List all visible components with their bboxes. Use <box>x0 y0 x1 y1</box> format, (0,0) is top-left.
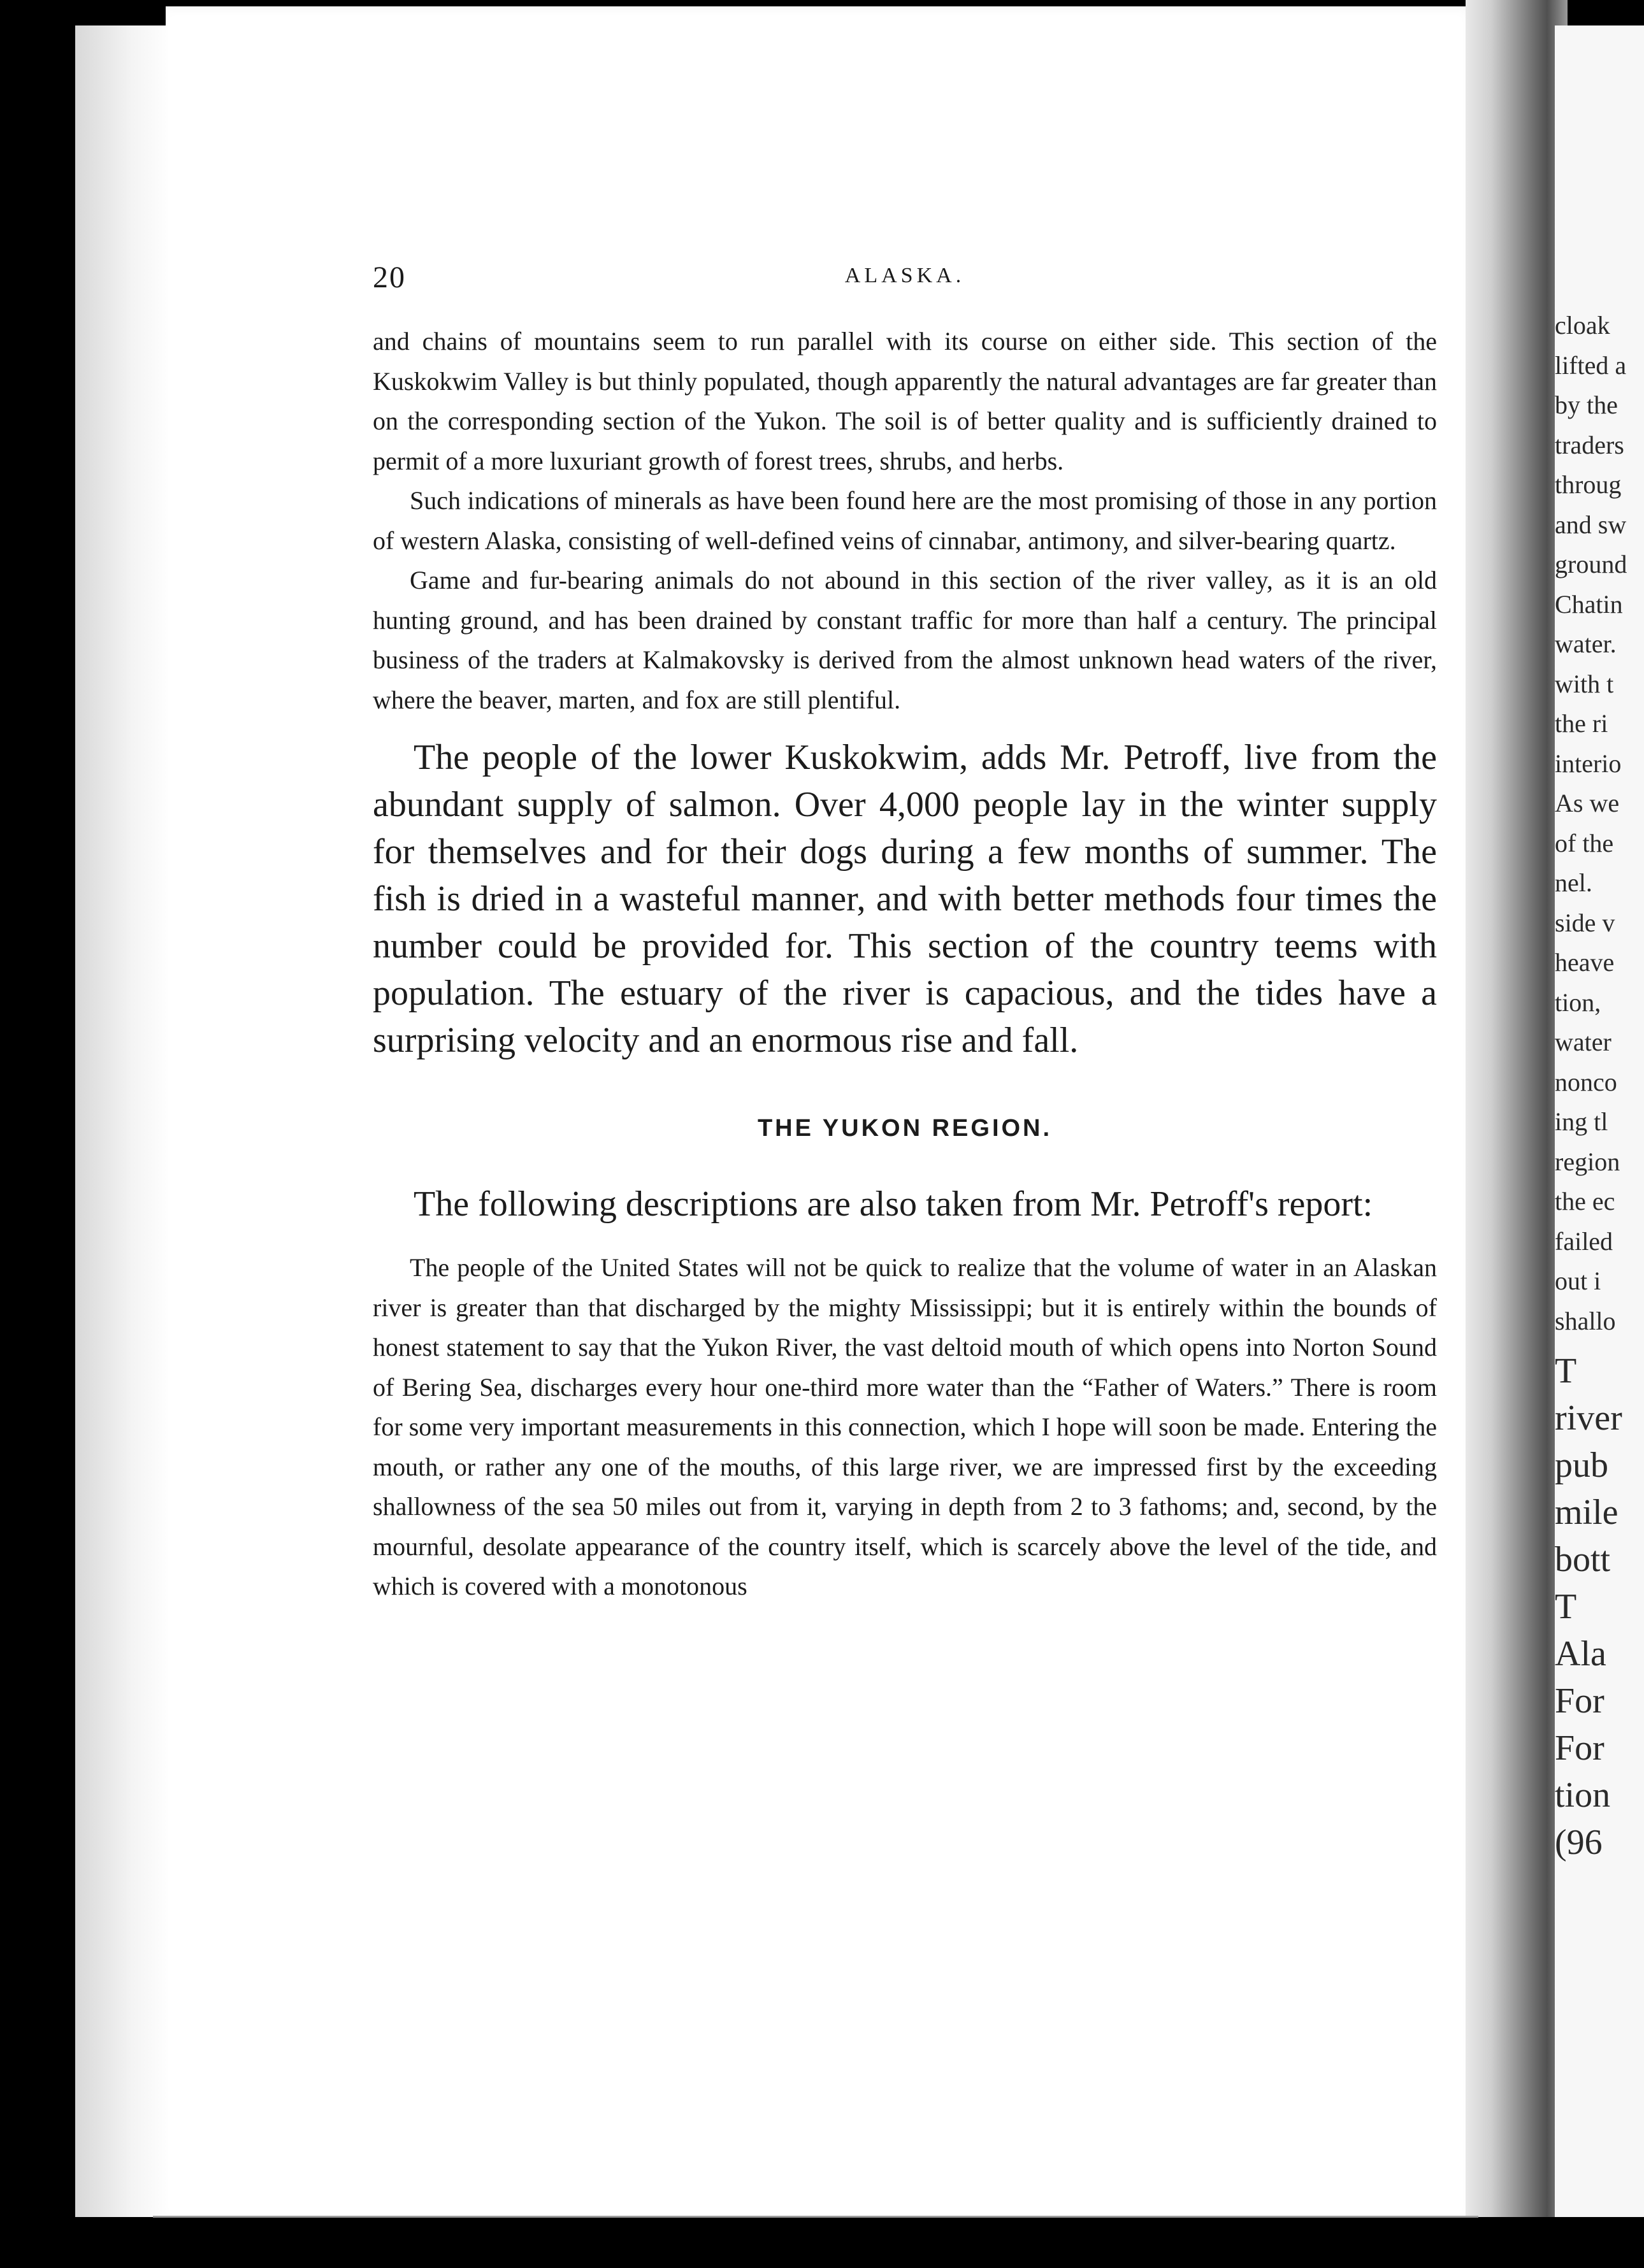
scan-bottom-border <box>0 2217 1644 2268</box>
left-page-edge <box>75 25 171 2236</box>
facing-line: the ri <box>1555 709 1608 738</box>
facing-page-text <box>1555 306 1644 1866</box>
facing-line: failed <box>1555 1226 1613 1256</box>
facing-line: side v <box>1555 908 1615 937</box>
book-gutter-shadow <box>1466 0 1568 2217</box>
facing-line: with t <box>1555 669 1614 698</box>
paragraph-lower-kuskokwim: The people of the lower Kuskokwim, adds Mr. Petroff, live from the abundant supply of salmon. Over 4,000 people lay in the winter supply for themselves and for their dogs during a few months of summer. The fish is dried in a wasteful manner, and with better methods four times the number could be provided for. This section of the country teems with population. The estuary of the river is capacious, and the tides have a surprising velocity and an enormous rise and fall. <box>373 738 1437 1060</box>
page-body <box>373 322 1437 1607</box>
paragraph-minerals: Such indications of minerals as have been found here are the most promising of those in any portion of western Alaska, consisting of well-defined veins of cinnabar, antimony, and silver-bearing quartz. <box>373 486 1437 555</box>
facing-line: nonco <box>1555 1067 1617 1096</box>
paragraph-game-animals: Game and fur-bearing animals do not abound in this section of the river valley, as it is an old hunting ground, and has been drained by constant traffic for more than half a century. The principal business of the traders at Kalmakovsky is derived from the almost unknown head waters of the river, where the beaver, marten, and fox are still plentiful. <box>373 566 1437 714</box>
section-heading: THE YUKON REGION. <box>757 1115 1053 1142</box>
facing-line: cloak <box>1555 311 1610 340</box>
facing-line: (96 <box>1555 1823 1603 1862</box>
facing-line: T <box>1555 1587 1577 1626</box>
section-intro: The following descriptions are also taken from Mr. Petroff's report: <box>414 1184 1373 1224</box>
facing-line: lifted a <box>1555 350 1627 380</box>
facing-line: tion <box>1555 1776 1611 1815</box>
facing-line: throug <box>1555 470 1622 499</box>
facing-line: For <box>1555 1681 1604 1721</box>
page-header <box>373 260 1437 305</box>
facing-line: the ec <box>1555 1187 1615 1216</box>
page-bottom-edge <box>153 2216 1478 2218</box>
facing-line: region <box>1555 1147 1620 1176</box>
facing-line: Ala <box>1555 1634 1606 1674</box>
facing-line: T <box>1555 1351 1577 1391</box>
running-head: ALASKA. <box>844 264 965 287</box>
facing-line: tion, <box>1555 987 1601 1017</box>
facing-line: heave <box>1555 948 1615 977</box>
facing-line: river <box>1555 1398 1622 1438</box>
facing-line: water. <box>1555 629 1617 658</box>
facing-line: As we <box>1555 789 1620 817</box>
paragraph-kuskokwim-valley: and chains of mountains seem to run parallel with its course on either side. This section of the Kuskokwim Valley is but thinly populated, though apparently the natural advantages are far greater than on the corresponding section of the Yukon. The soil is of better quality and is sufficiently drained to permit of a more luxuriant growth of forest trees, shrubs, and herbs. <box>373 327 1437 475</box>
facing-line: nel. <box>1555 868 1592 897</box>
facing-line: out i <box>1555 1267 1601 1295</box>
facing-line: pub <box>1555 1446 1608 1485</box>
facing-line: interio <box>1555 749 1622 778</box>
quoted-report: The people of the United States will not be quick to realize that the volume of water in an Alaskan river is greater than that discharged by the mighty Mississippi; but it is entirely within the bounds of honest statement to say that the Yukon River, the vast deltoid mouth of which opens into Norton Sound of Bering Sea, discharges every hour one-third more water than the “Father of Waters.” There is room for some very important measurements in this connection, which I hope will soon be made. Entering the mouth, or rather any one of the mouths, of this large river, we are impressed first by the exceeding shallowness of the sea 50 miles out from it, varying in depth from 2 to 3 fathoms; and, second, by the mournful, desolate appearance of the country itself, which is scarcely above the level of the tide, and which is covered with a monotonous <box>373 1253 1437 1600</box>
facing-line: and sw <box>1555 510 1627 539</box>
facing-line: ground <box>1555 550 1627 578</box>
facing-line: shallo <box>1555 1306 1616 1335</box>
facing-line: bott <box>1555 1540 1611 1579</box>
facing-line: traders <box>1555 430 1624 459</box>
scan-left-border <box>0 0 83 2230</box>
facing-line: ing tl <box>1555 1107 1608 1136</box>
facing-line: by the <box>1555 391 1618 419</box>
facing-line: Chatin <box>1555 589 1623 619</box>
facing-line: mile <box>1555 1493 1619 1532</box>
facing-line: For <box>1555 1728 1604 1768</box>
facing-line: water <box>1555 1028 1612 1056</box>
page-number: 20 <box>373 261 406 294</box>
facing-line: of the <box>1555 828 1614 858</box>
